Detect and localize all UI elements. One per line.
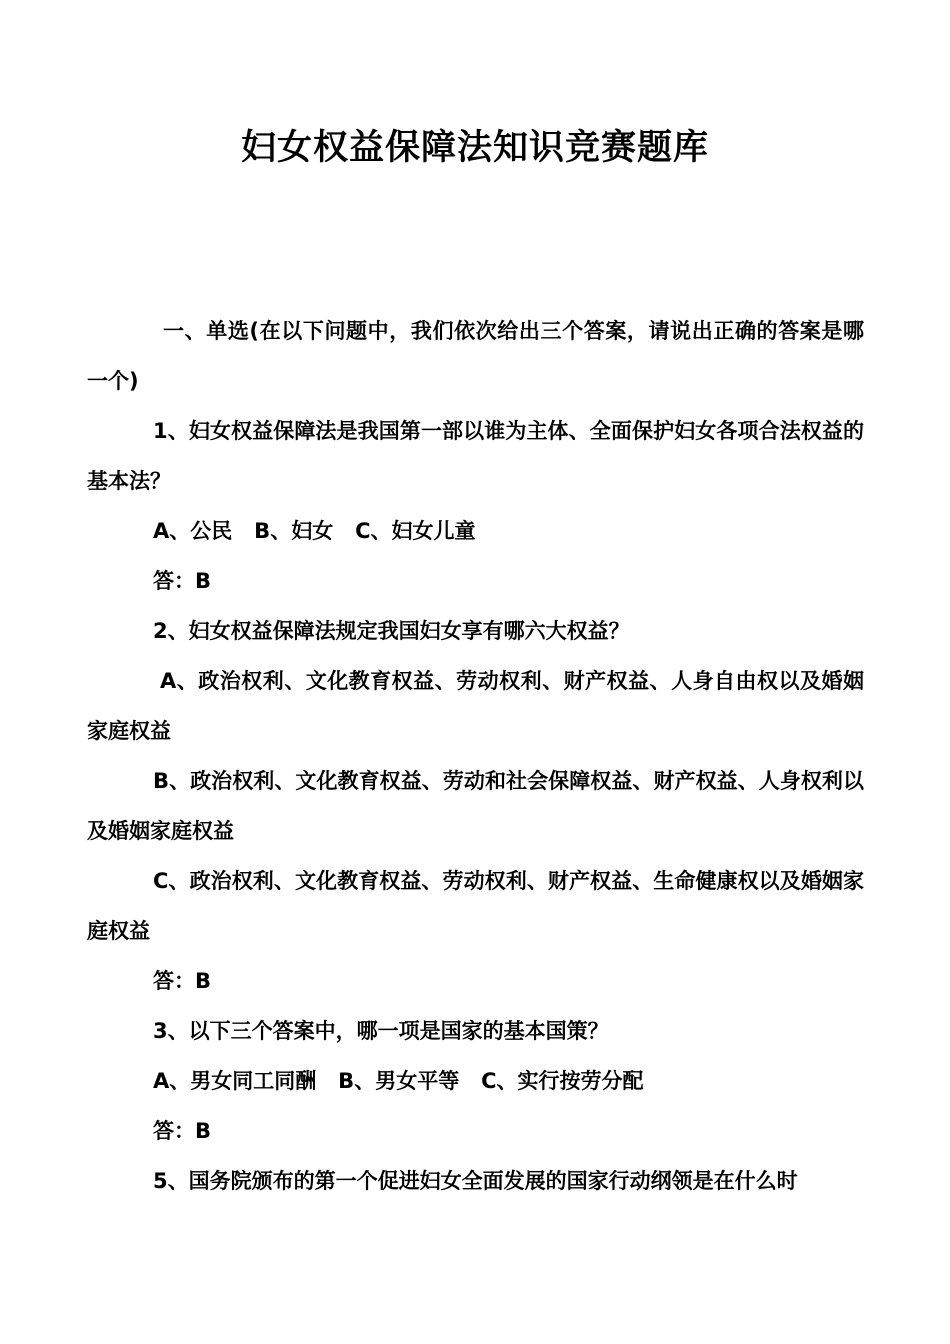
question-3-options: A、男女同工同酬 B、男女平等 C、实行按劳分配 [153, 1069, 644, 1093]
section-heading: 一、单选(在以下问题中，我们依次给出三个答案，请说出正确的答案是哪一个) [87, 319, 864, 393]
question-2-option-a: A、政治权利、文化教育权益、劳动权利、财产权益、人身自由权以及婚姻家庭权益 [87, 669, 864, 743]
question-5: 5、国务院颁布的第一个促进妇女全面发展的国家行动纲领是在什么时 [153, 1169, 798, 1193]
question-1-options: A、公民 B、妇女 C、妇女儿童 [153, 519, 476, 543]
question-1: 1、妇女权益保障法是我国第一部以谁为主体、全面保护妇女各项合法权益的基本法？ [87, 419, 864, 493]
document-body [87, 306, 864, 1206]
question-2: 2、妇女权益保障法规定我国妇女享有哪六大权益？ [153, 619, 630, 643]
question-1-answer: 答：B [153, 569, 212, 593]
document-title: 妇女权益保障法知识竞赛题库 [240, 128, 709, 168]
question-2-option-b: B、政治权利、文化教育权益、劳动和社会保障权益、财产权益、人身权利以及婚姻家庭权益 [87, 769, 864, 843]
question-2-answer: 答：B [153, 969, 212, 993]
question-3-answer: 答：B [153, 1119, 212, 1143]
question-2-option-c: C、政治权利、文化教育权益、劳动权利、财产权益、生命健康权以及婚姻家庭权益 [87, 869, 864, 943]
question-3: 3、以下三个答案中，哪一项是国家的基本国策？ [153, 1019, 609, 1043]
